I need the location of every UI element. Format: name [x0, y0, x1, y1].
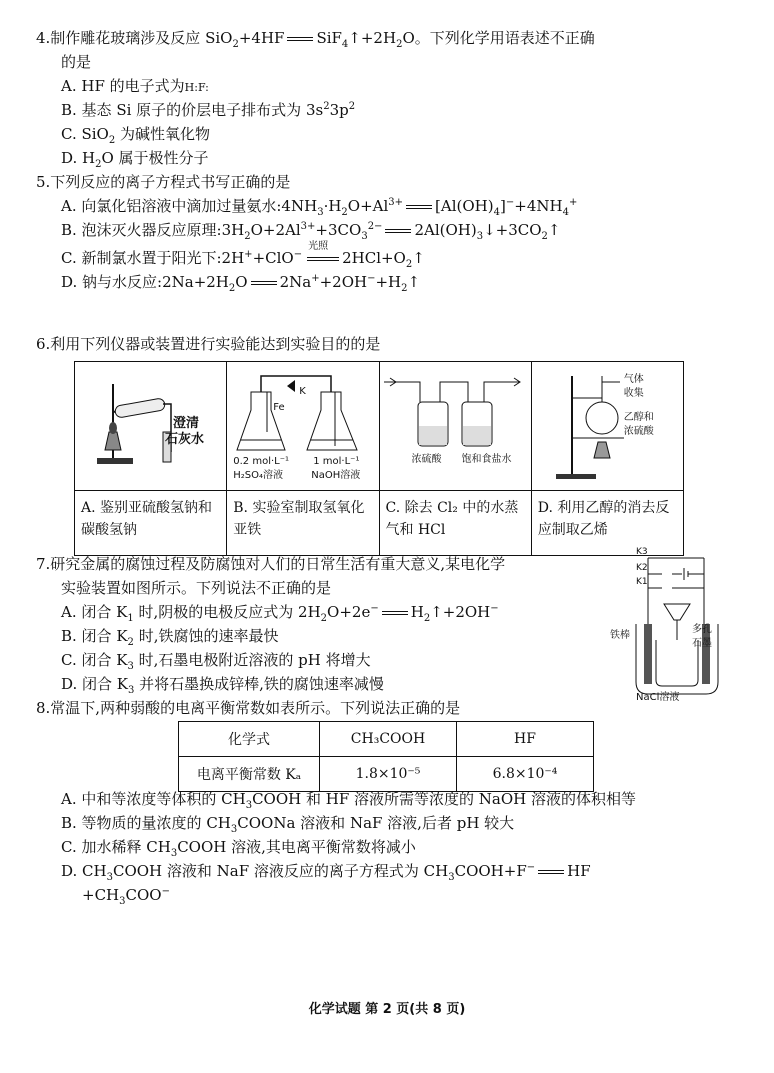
graphite-label-2: 石墨 [692, 638, 712, 649]
q6-picture-c [379, 362, 531, 491]
naoh-conc-label: 1 mol·L⁻¹ [313, 456, 360, 467]
q7-stem-1: 7.研究金属的腐蚀过程及防腐蚀对人们的日常生活有重大意义,某电化学 [36, 555, 506, 573]
q7-option-c: C. 闭合 $K_3$ 时,石墨电极附近溶液的 pH 将增大 [61, 651, 371, 672]
q6-picture-a [75, 362, 227, 491]
ethanol-label-2: 浓硫酸 [623, 426, 654, 437]
q8-header-acetic: CH₃COOH [320, 722, 457, 757]
naoh-label: NaOH溶液 [311, 470, 361, 481]
iron-label: Fe [273, 402, 285, 413]
light-condition: 光照 [308, 241, 329, 252]
conc-sulfuric-label: 浓硫酸 [411, 454, 442, 465]
gas-collect-label-2: 收集 [623, 388, 644, 399]
q8-stem: 8.常温下,两种弱酸的电离平衡常数如表所示。下列说法正确的是 [36, 699, 461, 717]
ethylene-generator [532, 362, 682, 488]
q6-stem: 6.利用下列仪器或装置进行实验能达到实验目的的是 [36, 335, 381, 353]
q8-header-formula: 化学式 [179, 722, 320, 757]
nacl-solution-label: NaCl溶液 [636, 692, 680, 703]
q5-stem: 5.下列反应的离子方程式书写正确的是 [36, 173, 291, 191]
q6-picture-b [227, 362, 379, 491]
q7-option-a: A. 闭合 $K_1$ 时,阴极的电极反应式为 $2H_2O+2e^-$ $H_2↑+2OH^-$ [61, 603, 499, 624]
q8-ka-hf: 6.8×10⁻⁴ [457, 757, 594, 792]
q8-option-a: A. 中和等浓度等体积的 $CH_3COOH$ 和 HF 溶液所需等浓度的 NaOH 溶液的体积相等 [61, 790, 637, 811]
q6-picture-d [531, 362, 683, 491]
q8-header-hf: HF [457, 722, 594, 757]
q8-option-c: C. 加水稀释 $CH_3COOH$ 溶液,其电离平衡常数将减小 [61, 838, 416, 859]
q4-stem-line2: 的是 [61, 53, 92, 71]
limewater-label-2: 石灰水 [165, 432, 205, 447]
switch-k1-label: K1 [636, 577, 648, 587]
gas-washing-bottles [380, 362, 530, 488]
q4-option-a: A. HF 的电子式为H:F: [61, 77, 209, 95]
q7-option-b: B. 闭合 $K_2$ 时,铁腐蚀的速率最快 [61, 627, 279, 648]
heating-tube-apparatus [75, 362, 225, 488]
q7-electrochem-figure [610, 544, 738, 704]
q5-option-d: D. 钠与水反应$:2Na+2H_2O$ $2Na^++2OH^-+H_2↑$ [61, 273, 421, 294]
q8-ka-acetic: 1.8×10⁻⁵ [320, 757, 457, 792]
switch-k-label: K [299, 386, 306, 397]
q6-option-b: B. 实验室制取氢氧化亚铁 [227, 491, 379, 556]
q6-option-a: A. 鉴别亚硫酸氢钠和碳酸氢钠 [75, 491, 227, 556]
limewater-label-1: 澄清 [173, 416, 200, 431]
page-footer: 化学试题 第 2 页(共 8 页) [308, 1002, 466, 1017]
ethanol-label-1: 乙醇和 [623, 412, 654, 423]
q5-option-b: B. 泡沫灭火器反应原理$:3H_2O+2Al^{3+}+3CO_3^{2-}$ $2Al(OH)_3↓+3CO_2↑$ [61, 221, 561, 242]
q5-option-c: C. 新制氯水置于阳光下:2H++ClO− 光照 $2HCl+O_2↑$ [61, 248, 425, 268]
q8-option-d: D. $CH_3COOH$ 溶液和 NaF 溶液反应的离子方程式为 $CH_3COOH+F^-$ HF [61, 862, 591, 883]
q4-option-c: C. SiO$_2$ 为碱性氧化物 [61, 125, 211, 146]
sat-brine-label: 饱和食盐水 [461, 454, 512, 465]
q4-option-b: B. 基态 Si 原子的价层电子排布式为 $3s^23p^2$ [61, 101, 356, 119]
graphite-label-1: 多孔 [692, 624, 712, 635]
q6-apparatus-table [74, 361, 684, 556]
q7-stem-2: 实验装置如图所示。下列说法不正确的是 [61, 579, 332, 597]
q8-option-d-cont: $+CH_3COO^-$ [82, 886, 170, 907]
q8-option-b: B. 等物质的量浓度的 $CH_3COONa$ 溶液和 NaF 溶液,后者 pH 较大 [61, 814, 515, 835]
q4-option-d: D. $H_2O$ 属于极性分子 [61, 149, 209, 170]
gas-collect-label-1: 气体 [623, 374, 644, 385]
q8-ka-table [178, 721, 594, 792]
iron-rod-label: 铁棒 [610, 630, 630, 641]
q5-option-a: A. 向氯化铝溶液中滴加过量氨水$:4NH_3\cdot H_2O+Al^{3+}$ $[Al(OH)_4]^-+4NH_4^+$ [61, 197, 578, 218]
h2so4-conc-label: 0.2 mol·L⁻¹ [233, 456, 290, 467]
q8-row-label: 电离平衡常数 Kₐ [179, 757, 320, 792]
q6-option-d: D. 利用乙醇的消去反应制取乙烯 [531, 491, 683, 556]
q4-stem: 4.制作雕花玻璃涉及反应 SiO$_2$+4HF $SiF_4↑+2H_2O$。下列化学用语表述不正确 [36, 29, 595, 50]
q6-option-c: C. 除去 Cl₂ 中的水蒸气和 HCl [379, 491, 531, 556]
switch-k3-label: K3 [636, 547, 648, 557]
switch-k2-label: K2 [636, 563, 648, 573]
h2so4-label: H₂SO₄溶液 [233, 470, 284, 481]
q7-option-d: D. 闭合 $K_3$ 并将石墨换成锌棒,铁的腐蚀速率减慢 [61, 675, 384, 696]
